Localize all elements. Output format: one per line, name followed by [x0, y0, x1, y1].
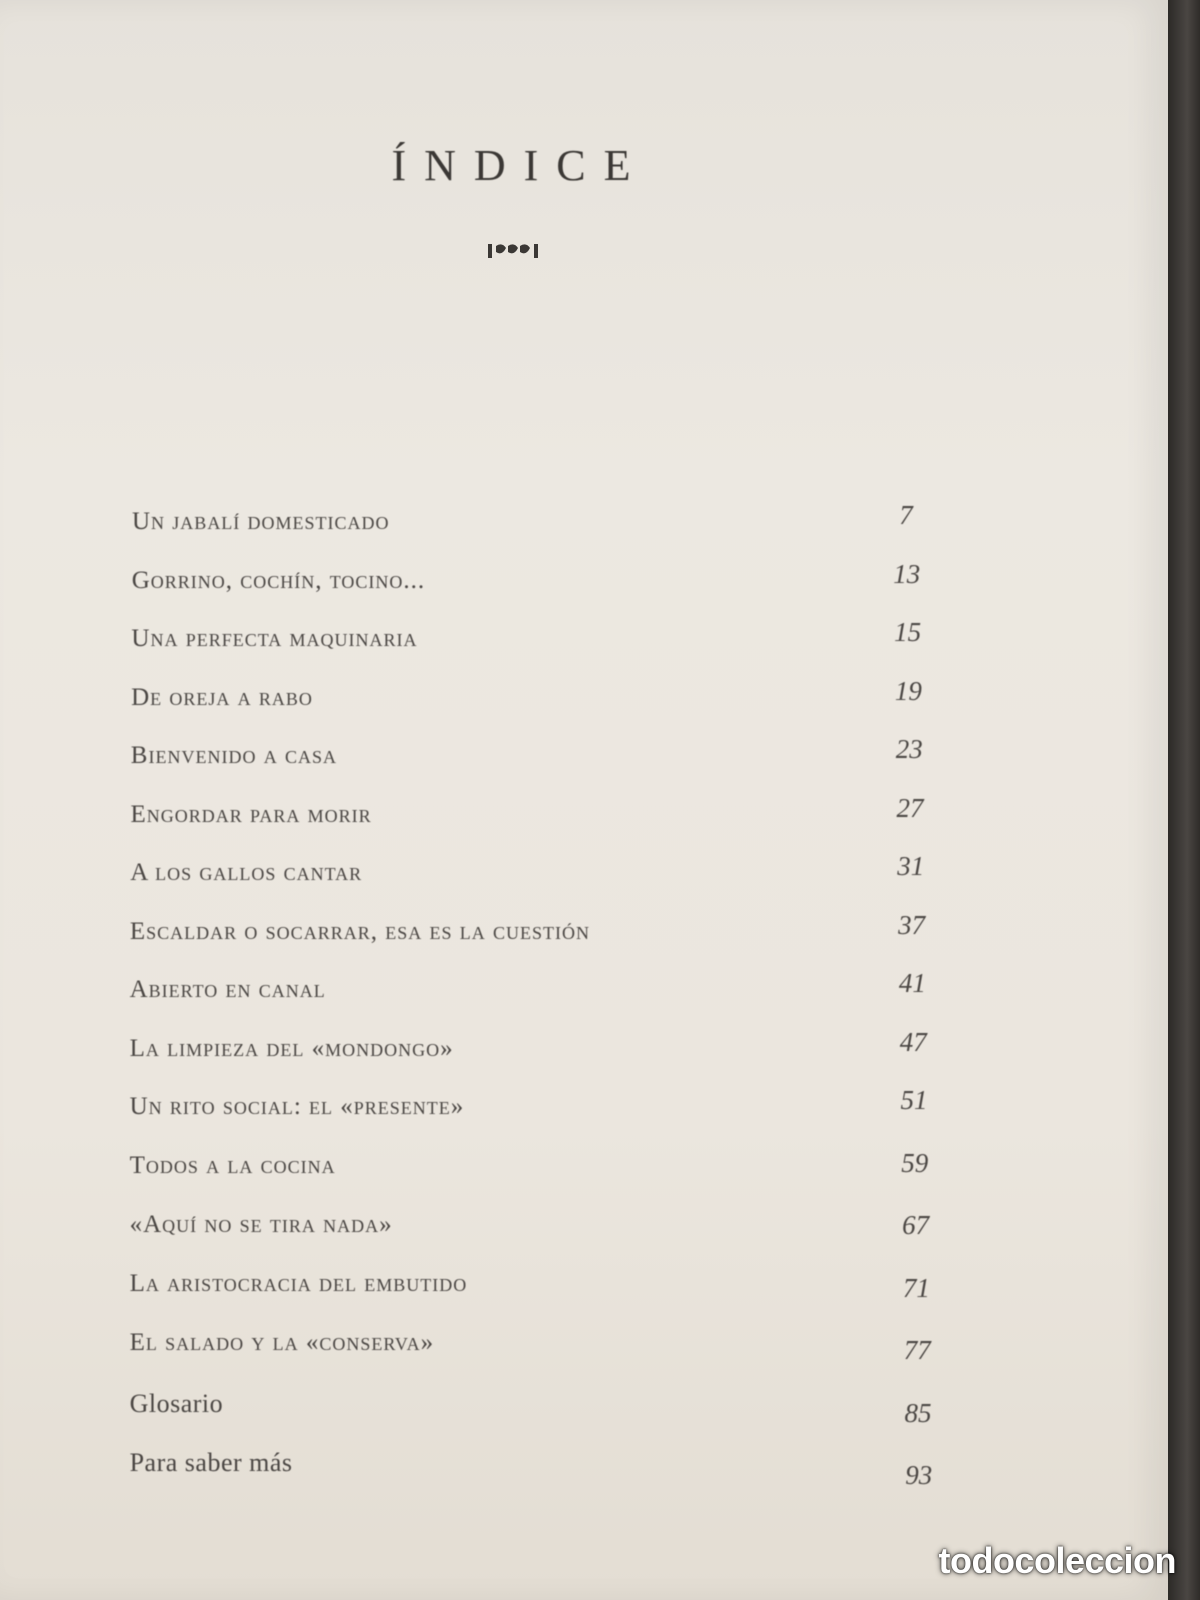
watermark-logo: todocoleccion [938, 1540, 1176, 1581]
toc-entry-page: 59 [901, 1147, 929, 1178]
toc-entry-label: De oreja a rabo [131, 683, 313, 711]
toc-entry-label: Bienvenido a casa [130, 742, 337, 769]
toc-entry-page: 23 [895, 734, 923, 764]
toc-entry-page: 13 [893, 558, 921, 589]
toc-entry-label: Para saber más [129, 1447, 293, 1477]
toc-entry-label: Gorrino, cochín, tocino... [131, 566, 426, 594]
toc-entry-page: 7 [899, 500, 913, 530]
toc-entry-label: Todos a la cocina [129, 1152, 336, 1180]
toc-entry-page: 71 [902, 1272, 930, 1303]
toc-entry-label: Un rito social: el «presente» [129, 1093, 465, 1120]
toc-entry-page: 51 [900, 1085, 928, 1115]
book-spine-edge [1168, 0, 1200, 1600]
toc-entry-label: «Aquí no se tira nada» [129, 1211, 393, 1239]
toc-entry-page: 77 [903, 1335, 931, 1365]
toc-entry-label: Escaldar o socarrar, esa es la cuestión [129, 917, 590, 945]
toc-entry-label: Abierto en canal [129, 976, 326, 1003]
toc-entry-label: El salado y la «conserva» [129, 1329, 435, 1357]
toc-entry-page: 85 [904, 1397, 932, 1428]
toc-entry-label: Una perfecta maquinaria [131, 625, 418, 652]
toc-entry-page: 27 [896, 792, 924, 823]
toc-entry-page: 47 [899, 1026, 927, 1057]
toc-entry-label: Un jabalí domesticado [132, 508, 390, 535]
page-title: ÍNDICE [391, 141, 649, 190]
toc-entry-page: 93 [905, 1460, 933, 1490]
toc-entry-page: 37 [898, 909, 926, 940]
toc-entry-label: Glosario [129, 1388, 224, 1418]
toc-entry-page: 67 [902, 1210, 930, 1240]
toc-entry-label: La aristocracia del embutido [129, 1270, 468, 1298]
toc-entry-page: 31 [897, 851, 925, 881]
toc-entry-page: 15 [894, 617, 922, 647]
toc-entry-label: A los gallos cantar [130, 859, 363, 886]
toc-entry-page: 19 [894, 675, 922, 706]
toc-entry-label: Engordar para morir [130, 800, 372, 828]
toc-entry-label: La limpieza del «mondongo» [129, 1034, 454, 1062]
toc-entry-page: 41 [898, 968, 926, 998]
